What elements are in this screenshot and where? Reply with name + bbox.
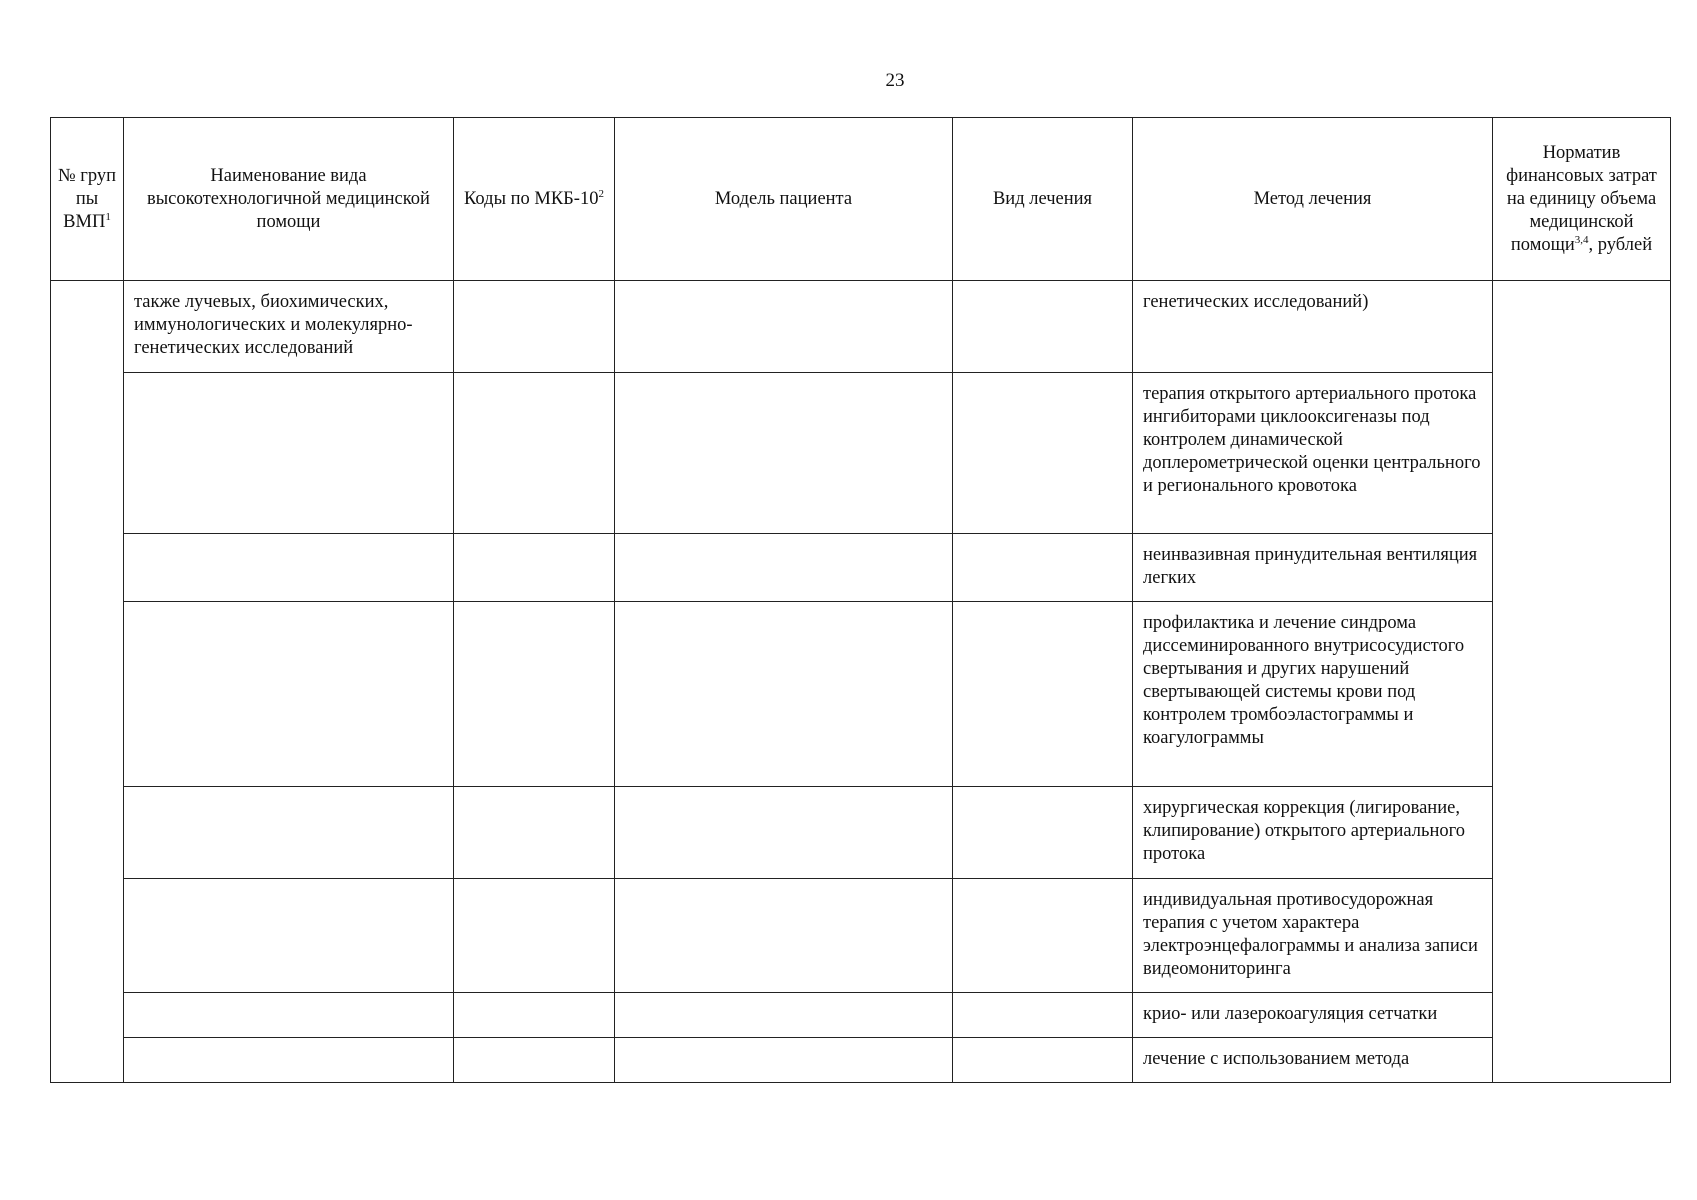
treatment-type-cell: [953, 1038, 1133, 1083]
service-name-cell: [124, 373, 454, 534]
patient-model-cell: [615, 602, 953, 787]
header-cost-norm: Норматив финансовых затрат на единицу объема медицинской помощи$^{3,4}$, рублей: [1493, 118, 1671, 281]
patient-model-cell: [615, 534, 953, 602]
treatment-method-cell: индивидуальная противосудорожная терапия с учетом характера электроэнцефалограммы и анализа записи видеомониторинга: [1133, 879, 1493, 993]
treatment-type-cell: [953, 602, 1133, 787]
treatment-type-cell: [953, 281, 1133, 373]
table-row: [51, 1038, 1671, 1083]
patient-model-cell: [615, 879, 953, 993]
header-group-no: № груп пы ВМП$^1$: [51, 118, 124, 281]
treatment-method-cell: профилактика и лечение синдрома диссеминированного внутрисосудистого свертывания и других нарушений свертывающей системы крови под контролем тромбоэластограммы и коагулограммы: [1133, 602, 1493, 787]
table-row: [51, 879, 1671, 993]
treatment-method-cell: неинвазивная принудительная вентиляция легких: [1133, 534, 1493, 602]
patient-model-cell: [615, 787, 953, 879]
treatment-method-cell: генетических исследований): [1133, 281, 1493, 373]
group-no-cell: [51, 281, 124, 1083]
treatment-type-cell: [953, 787, 1133, 879]
treatment-type-cell: [953, 879, 1133, 993]
header-treatment-type: Вид лечения: [953, 118, 1133, 281]
header-icd-codes: Коды по МКБ-$10^2$: [454, 118, 615, 281]
header-service-name: Наименование вида высокотехнологичной медицинской помощи: [124, 118, 454, 281]
table-row: [51, 993, 1671, 1038]
icd-codes-cell: [454, 787, 615, 879]
page-number: 23: [885, 70, 905, 91]
treatment-type-cell: [953, 534, 1133, 602]
icd-codes-cell: [454, 879, 615, 993]
table-row: [51, 281, 1671, 373]
table-row: [51, 602, 1671, 787]
patient-model-cell: [615, 1038, 953, 1083]
service-name-cell: [124, 534, 454, 602]
patient-model-cell: [615, 281, 953, 373]
treatment-method-cell: терапия открытого артериального протока ингибиторами циклооксигеназы под контролем динамической доплерометрической оценки центрального и регионального кровотока: [1133, 373, 1493, 534]
treatment-type-cell: [953, 373, 1133, 534]
table-row: [51, 373, 1671, 534]
table-header: [51, 118, 1671, 281]
icd-codes-cell: [454, 602, 615, 787]
treatment-method-cell: крио- или лазерокоагуляция сетчатки: [1133, 993, 1493, 1038]
cost-norm-cell: [1493, 281, 1671, 1083]
patient-model-cell: [615, 373, 953, 534]
treatment-method-cell: хирургическая коррекция (лигирование, клипирование) открытого артериального протока: [1133, 787, 1493, 879]
icd-codes-cell: [454, 534, 615, 602]
table-row: [51, 787, 1671, 879]
patient-model-cell: [615, 993, 953, 1038]
table-row: [51, 534, 1671, 602]
icd-codes-cell: [454, 373, 615, 534]
icd-codes-cell: [454, 1038, 615, 1083]
header-treatment-method: Метод лечения: [1133, 118, 1493, 281]
service-name-cell: также лучевых, биохимических, иммунологических и молекулярно-генетических исследований: [124, 281, 454, 373]
service-name-cell: [124, 787, 454, 879]
vmp-table: [50, 117, 1671, 1083]
service-name-cell: [124, 1038, 454, 1083]
service-name-cell: [124, 879, 454, 993]
icd-codes-cell: [454, 281, 615, 373]
icd-codes-cell: [454, 993, 615, 1038]
treatment-method-cell: лечение с использованием метода: [1133, 1038, 1493, 1083]
header-patient-model: Модель пациента: [615, 118, 953, 281]
service-name-cell: [124, 602, 454, 787]
treatment-type-cell: [953, 993, 1133, 1038]
service-name-cell: [124, 993, 454, 1038]
